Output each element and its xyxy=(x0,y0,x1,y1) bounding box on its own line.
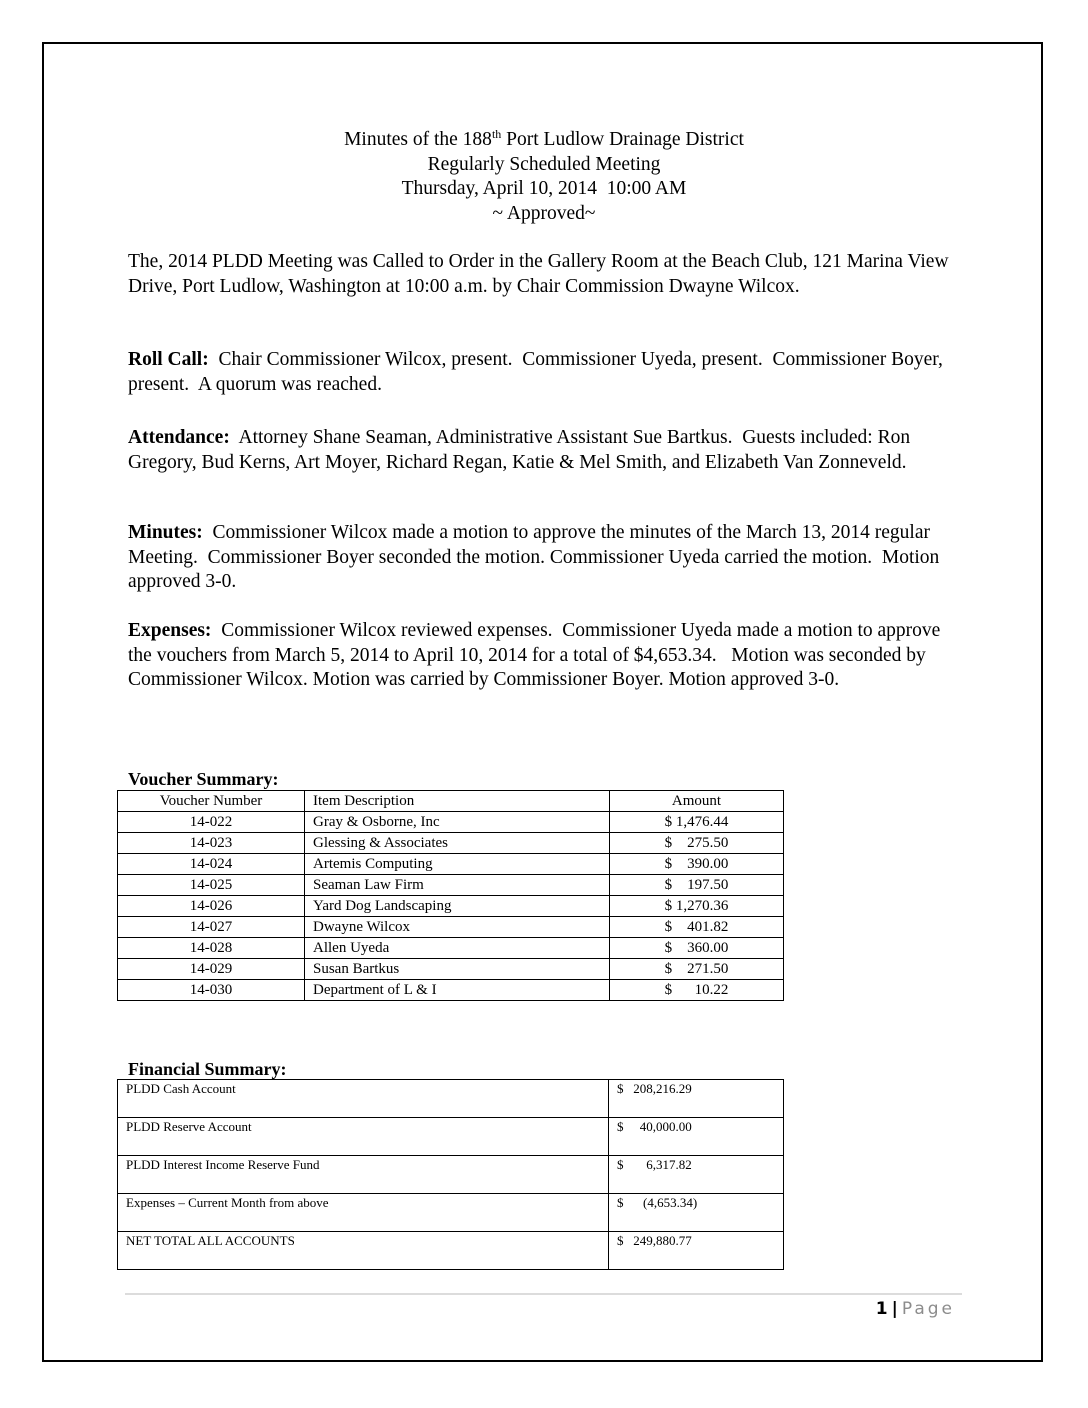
amount: $ 275.50 xyxy=(610,833,784,854)
page-number: 1 xyxy=(875,1299,888,1319)
voucher-number: 14-022 xyxy=(118,812,305,833)
item-description: Susan Bartkus xyxy=(305,959,610,980)
amount: $ 390.00 xyxy=(610,854,784,875)
roll-call-paragraph xyxy=(128,348,968,397)
column-header-amount: Amount xyxy=(610,791,784,812)
item-description: Artemis Computing xyxy=(305,854,610,875)
title-line-2: Regularly Scheduled Meeting xyxy=(427,153,661,175)
table-row xyxy=(118,1232,784,1270)
voucher-number: 14-025 xyxy=(118,875,305,896)
table-row xyxy=(118,917,784,938)
amount: $ 271.50 xyxy=(610,959,784,980)
item-description: Glessing & Associates xyxy=(305,833,610,854)
account-label: PLDD Reserve Account xyxy=(118,1118,609,1156)
attendance-label: Attendance: xyxy=(128,427,230,448)
financial-table xyxy=(117,1079,784,1270)
voucher-table xyxy=(117,790,784,1001)
amount: $ 10.22 xyxy=(610,980,784,1001)
footer-divider xyxy=(125,1293,962,1295)
page-label: Page xyxy=(901,1299,955,1319)
item-description: Department of L & I xyxy=(305,980,610,1001)
item-description: Dwayne Wilcox xyxy=(305,917,610,938)
voucher-number: 14-030 xyxy=(118,980,305,1001)
account-amount: $ (4,653.34) xyxy=(609,1194,784,1232)
account-amount: $ 208,216.29 xyxy=(609,1080,784,1118)
roll-call-text: Chair Commissioner Wilcox, present. Commissioner Uyeda, present. Commissioner Boyer, present. A quorum was reached. xyxy=(128,349,948,395)
financial-summary-heading: Financial Summary: xyxy=(128,1059,287,1079)
table-row xyxy=(118,938,784,959)
voucher-number: 14-023 xyxy=(118,833,305,854)
voucher-number: 14-026 xyxy=(118,896,305,917)
minutes-paragraph xyxy=(128,521,968,595)
account-amount: $ 6,317.82 xyxy=(609,1156,784,1194)
expenses-label: Expenses: xyxy=(128,620,212,641)
title-line-1 xyxy=(0,128,1088,153)
table-row xyxy=(118,959,784,980)
column-header-item-description: Item Description xyxy=(305,791,610,812)
table-row xyxy=(118,1118,784,1156)
table-row xyxy=(118,980,784,1001)
amount: $ 197.50 xyxy=(610,875,784,896)
page-separator: | xyxy=(891,1299,898,1319)
amount: $ 360.00 xyxy=(610,938,784,959)
voucher-summary-heading: Voucher Summary: xyxy=(128,769,279,789)
voucher-number: 14-029 xyxy=(118,959,305,980)
account-amount: $ 249,880.77 xyxy=(609,1232,784,1270)
amount: $ 401.82 xyxy=(610,917,784,938)
table-row xyxy=(118,854,784,875)
item-description: Allen Uyeda xyxy=(305,938,610,959)
voucher-number: 14-028 xyxy=(118,938,305,959)
title-line-3: Thursday, April 10, 2014 10:00 AM xyxy=(401,178,687,199)
account-amount: $ 40,000.00 xyxy=(609,1118,784,1156)
table-row xyxy=(118,812,784,833)
minutes-text: Commissioner Wilcox made a motion to approve the minutes of the March 13, 2014 regular Meeting. Commissioner Boyer seconded the motion. Commissioner Uyeda carried the motion. Motion approved 3-0. xyxy=(128,522,945,592)
title-text: Minutes of the 188 xyxy=(344,129,492,150)
account-label: NET TOTAL ALL ACCOUNTS xyxy=(118,1232,609,1270)
approval-status: ~ Approved~ xyxy=(492,202,596,224)
amount: $ 1,270.36 xyxy=(610,896,784,917)
roll-call-label: Roll Call: xyxy=(128,349,209,370)
item-description: Gray & Osborne, Inc xyxy=(305,812,610,833)
title-text: Port Ludlow Drainage District xyxy=(501,129,744,150)
table-row xyxy=(118,833,784,854)
ordinal-suffix: th xyxy=(491,127,502,141)
account-label: PLDD Interest Income Reserve Fund xyxy=(118,1156,609,1194)
table-row xyxy=(118,1080,784,1118)
expenses-text: Commissioner Wilcox reviewed expenses. Commissioner Uyeda made a motion to approve the vouchers from March 5, 2014 to April 10, 2014 for a total of $4,653.34. Motion was seconded by Commissioner Wilcox. Motion was carried by Commissioner Boyer. Motion approved 3-0. xyxy=(128,620,946,690)
document-title xyxy=(0,128,1088,226)
attendance-text: Attorney Shane Seaman, Administrative Assistant Sue Bartkus. Guests included: Ron Gregory, Bud Kerns, Art Moyer, Richard Regan, Katie & Mel Smith, and Elizabeth Van Zonneveld. xyxy=(128,427,915,473)
item-description: Seaman Law Firm xyxy=(305,875,610,896)
voucher-number: 14-024 xyxy=(118,854,305,875)
account-label: Expenses – Current Month from above xyxy=(118,1194,609,1232)
intro-paragraph: The, 2014 PLDD Meeting was Called to Order in the Gallery Room at the Beach Club, 121 Marina View Drive, Port Ludlow, Washington at 10:00 a.m. by Chair Commission Dwayne Wilcox. xyxy=(128,251,949,297)
table-row xyxy=(118,896,784,917)
expenses-paragraph xyxy=(128,619,968,693)
minutes-label: Minutes: xyxy=(128,522,203,543)
amount: $ 1,476.44 xyxy=(610,812,784,833)
attendance-paragraph xyxy=(128,426,968,475)
item-description: Yard Dog Landscaping xyxy=(305,896,610,917)
account-label: PLDD Cash Account xyxy=(118,1080,609,1118)
page-footer xyxy=(876,1298,955,1320)
voucher-number: 14-027 xyxy=(118,917,305,938)
table-row xyxy=(118,875,784,896)
column-header-voucher-number: Voucher Number xyxy=(118,791,305,812)
table-row xyxy=(118,1194,784,1232)
table-row xyxy=(118,1156,784,1194)
table-header-row xyxy=(118,791,784,812)
